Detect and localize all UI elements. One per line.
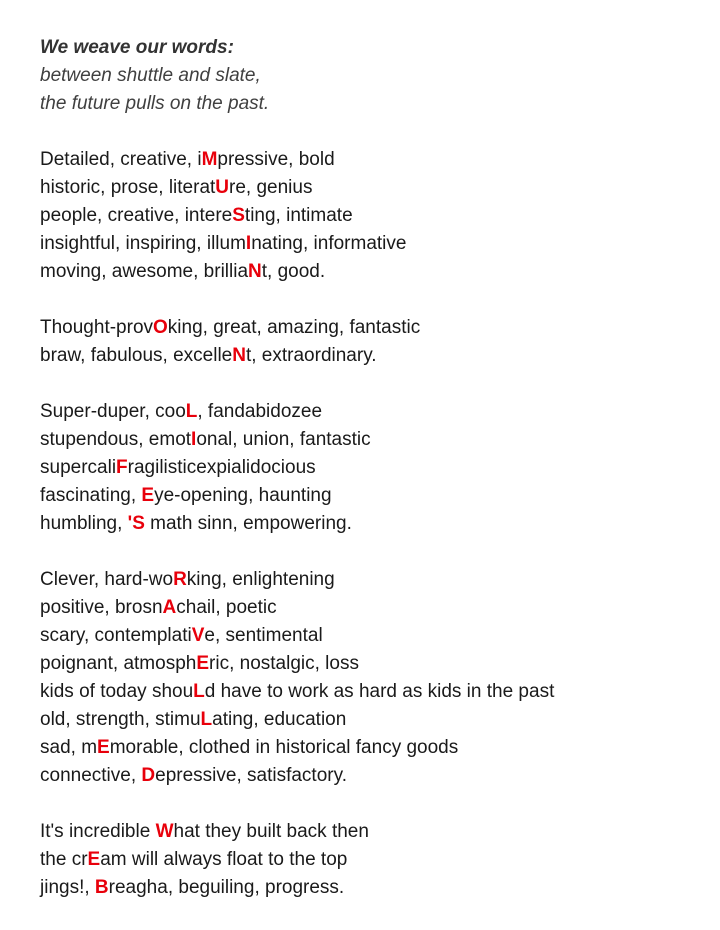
intro-line: We weave our words: — [40, 37, 234, 58]
poem-line — [40, 454, 710, 482]
line-text: d have to work as hard as kids in the past — [204, 681, 555, 702]
line-text: ye-opening, haunting — [154, 485, 332, 506]
line-text: king, enlightening — [186, 569, 335, 590]
poem-line — [40, 818, 710, 846]
poem-line — [40, 510, 710, 538]
line-text: am will always float to the top — [100, 849, 348, 870]
acrostic-letter: N — [232, 345, 246, 366]
line-text: morable, clothed in historical fancy goods — [109, 737, 459, 758]
line-text: ric, nostalgic, loss — [209, 653, 359, 674]
line-text: pressive, bold — [217, 149, 335, 170]
line-text: chail, poetic — [176, 597, 277, 618]
line-text: positive, brosn — [40, 597, 163, 618]
line-text: jings!, — [40, 877, 95, 898]
acrostic-letter: B — [94, 877, 109, 898]
line-text: humbling, — [40, 513, 128, 534]
poem-line — [40, 846, 710, 874]
line-text: old, strength, stimu — [40, 709, 201, 730]
poem-line — [40, 566, 710, 594]
line-text: fascinating, — [40, 485, 142, 506]
poem-stanza — [40, 314, 710, 370]
acrostic-letter: F — [116, 457, 128, 478]
poem-line — [40, 762, 710, 790]
line-text: kids of today shou — [40, 681, 194, 702]
poem-line — [40, 258, 710, 286]
poem-line — [40, 706, 710, 734]
line-text: moving, awesome, brillia — [40, 261, 249, 282]
acrostic-letter: R — [173, 569, 187, 590]
line-text: , fandabidozee — [197, 401, 323, 422]
line-text: braw, fabulous, excelle — [40, 345, 233, 366]
intro-stanza — [40, 34, 710, 118]
poem-line — [40, 314, 710, 342]
line-text: ating, education — [212, 709, 347, 730]
acrostic-letter: E — [141, 485, 155, 506]
acrostic-letter: W — [155, 821, 174, 842]
acrostic-letter: V — [191, 625, 205, 646]
poem-stanza — [40, 818, 710, 902]
acrostic-letter: E — [196, 653, 210, 674]
poem-line — [40, 230, 710, 258]
acrostic-letter: D — [141, 765, 156, 786]
poem-stanza — [40, 566, 710, 790]
line-text: scary, contemplati — [40, 625, 192, 646]
poem-line — [40, 678, 710, 706]
acrostic-letter: O — [153, 317, 168, 338]
line-text: onal, union, fantastic — [196, 429, 371, 450]
poem-line — [40, 734, 710, 762]
line-text: poignant, atmosph — [40, 653, 197, 674]
line-text: ting, intimate — [244, 205, 353, 226]
acrostic-letter: E — [87, 849, 101, 870]
acrostic-letter: M — [201, 149, 218, 170]
poem-line — [40, 594, 710, 622]
line-text: historic, prose, literat — [40, 177, 216, 198]
line-text: t, extraordinary. — [245, 345, 377, 366]
poem-line — [40, 426, 710, 454]
acrostic-letter: N — [248, 261, 262, 282]
poem-line — [40, 174, 710, 202]
line-text: Detailed, creative, i — [40, 149, 202, 170]
line-text: insightful, inspiring, illum — [40, 233, 246, 254]
line-text: supercali — [40, 457, 117, 478]
acrostic-letter: 'S — [127, 513, 145, 534]
line-text: stupendous, emot — [40, 429, 192, 450]
line-text: hat they built back then — [173, 821, 369, 842]
intro-line: the future pulls on the past. — [40, 93, 270, 114]
poem-line — [40, 146, 710, 174]
poem-line — [40, 622, 710, 650]
acrostic-letter: L — [200, 709, 213, 730]
line-text: people, creative, intere — [40, 205, 233, 226]
line-text: the cr — [40, 849, 88, 870]
acrostic-letter: L — [185, 401, 198, 422]
poem-line — [40, 342, 710, 370]
poem-line — [40, 202, 710, 230]
line-text: nating, informative — [251, 233, 407, 254]
intro-line: between shuttle and slate, — [40, 65, 261, 86]
line-text: e, sentimental — [204, 625, 323, 646]
line-text: It's incredible — [40, 821, 156, 842]
acrostic-stanzas — [40, 146, 710, 902]
poem-line — [40, 650, 710, 678]
poem-line — [40, 398, 710, 426]
acrostic-letter: E — [97, 737, 110, 758]
line-text: epressive, satisfactory. — [155, 765, 347, 786]
line-text: connective, — [40, 765, 142, 786]
poem-line — [40, 874, 710, 902]
acrostic-letter: A — [162, 597, 177, 618]
line-text: re, genius — [229, 177, 313, 198]
line-text: t, good. — [261, 261, 326, 282]
poem-line — [40, 482, 710, 510]
poem-stanza — [40, 146, 710, 286]
line-text: math sinn, empowering. — [144, 513, 352, 534]
line-text: reagha, beguiling, progress. — [108, 877, 345, 898]
line-text: ragilisticexpialidocious — [127, 457, 316, 478]
line-text: king, great, amazing, fantastic — [167, 317, 421, 338]
line-text: Super-duper, coo — [40, 401, 186, 422]
acrostic-letter: L — [193, 681, 205, 702]
line-text: Clever, hard-wo — [40, 569, 174, 590]
poem-stanza — [40, 398, 710, 538]
acrostic-letter: I — [245, 233, 252, 254]
line-text: Thought-prov — [40, 317, 154, 338]
acrostic-letter: I — [191, 429, 197, 450]
acrostic-letter: S — [232, 205, 245, 226]
line-text: sad, m — [40, 737, 98, 758]
poem — [40, 34, 710, 930]
acrostic-letter: U — [215, 177, 230, 198]
